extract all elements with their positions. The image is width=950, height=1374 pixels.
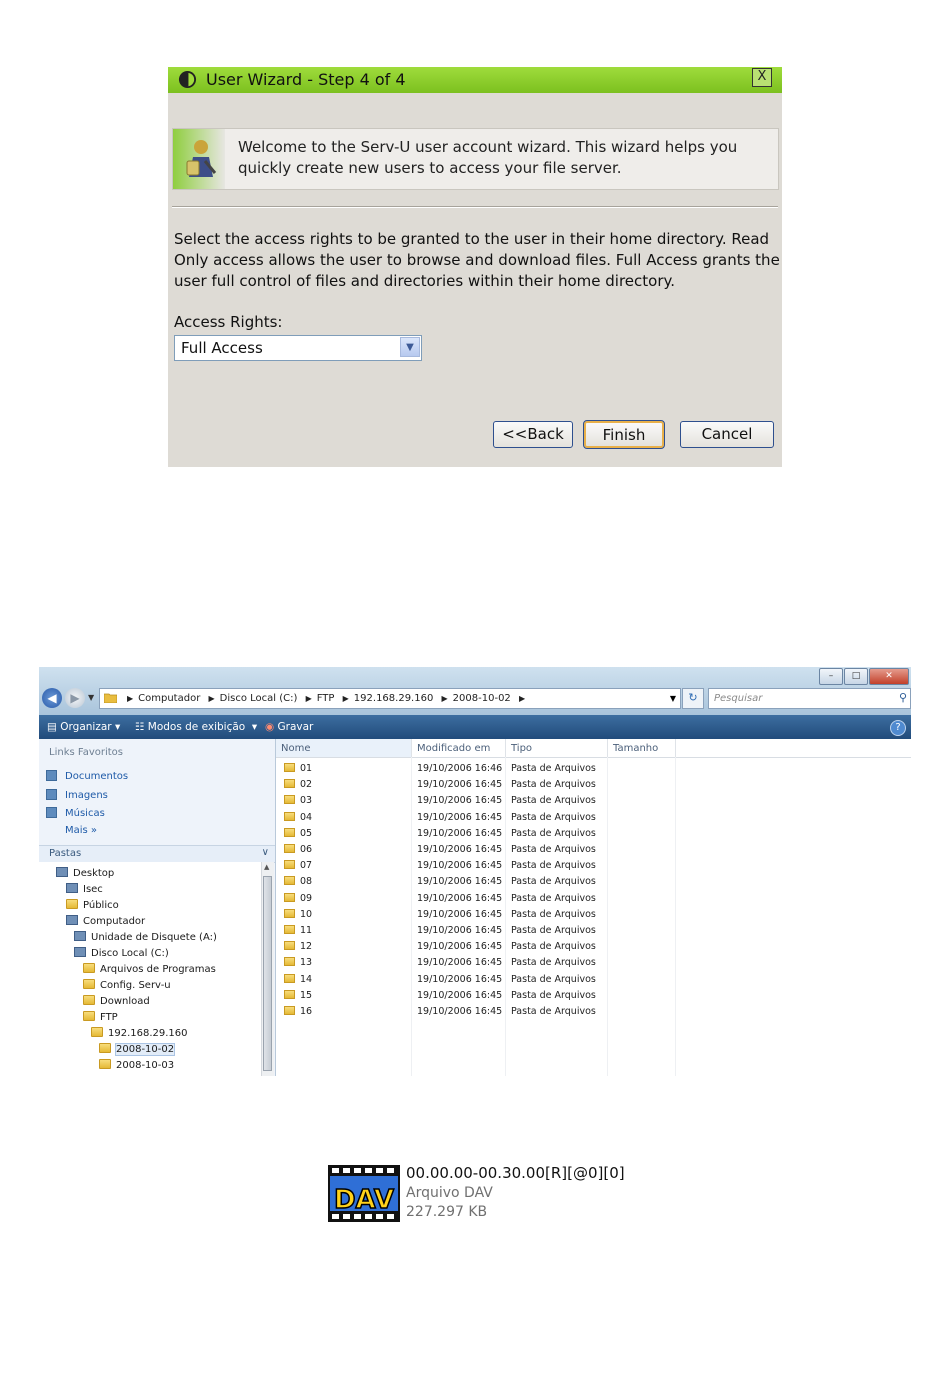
file-name-cell: 15	[284, 988, 312, 1004]
file-name-cell: 11	[284, 923, 312, 939]
breadcrumb-separator-icon: ▶	[127, 694, 134, 703]
user-wizard-dialog	[168, 67, 782, 467]
folder-icon	[83, 979, 95, 989]
type-cell: Pasta de Arquivos	[511, 763, 596, 774]
access-rights-label: Access Rights:	[174, 313, 283, 331]
crumb-local-disk[interactable]: Disco Local (C:)	[219, 693, 298, 704]
floppy-drive-icon	[74, 931, 86, 941]
favorite-pictures[interactable]: Imagens	[46, 789, 108, 801]
divider	[172, 206, 778, 208]
tree-item-download[interactable]: Download	[83, 995, 150, 1007]
modified-cell: 19/10/2006 16:45	[417, 925, 503, 936]
burn-button[interactable]: ◉ Gravar	[265, 721, 314, 733]
help-icon[interactable]: ?	[890, 720, 906, 736]
folder-icon	[66, 899, 78, 909]
back-button[interactable]: <<Back	[493, 421, 573, 448]
folder-icon	[284, 957, 295, 966]
folder-icon	[83, 1011, 95, 1021]
folder-tree	[39, 862, 261, 1076]
column-header-size[interactable]: Tamanho	[608, 739, 676, 757]
type-cell: Pasta de Arquivos	[511, 795, 596, 807]
tree-item-2008-10-02[interactable]: 2008-10-02	[99, 1043, 174, 1055]
tree-item-isec[interactable]: Isec	[66, 883, 103, 895]
file-name-cell: 13	[284, 955, 312, 971]
modified-cell: 19/10/2006 16:45	[417, 795, 503, 807]
tree-item-ip-folder[interactable]: 192.168.29.160	[91, 1027, 188, 1039]
chevron-down-icon[interactable]: ▼	[400, 337, 420, 357]
file-name-cell: 04	[284, 810, 312, 826]
folder-icon	[284, 1006, 295, 1015]
hard-drive-icon	[74, 947, 86, 957]
minimize-button[interactable]: –	[819, 668, 843, 685]
tree-item-desktop[interactable]: Desktop	[56, 867, 114, 879]
folder-icon	[91, 1027, 103, 1037]
file-list-pane	[276, 739, 911, 1076]
folder-icon	[284, 844, 295, 853]
tree-item-floppy[interactable]: Unidade de Disquete (A:)	[74, 931, 217, 943]
folder-icon	[99, 1043, 111, 1053]
table-row[interactable]	[276, 988, 911, 1004]
type-cell: Pasta de Arquivos	[511, 908, 596, 920]
folder-icon	[284, 779, 295, 788]
type-cell: Pasta de Arquivos	[511, 892, 596, 904]
table-row[interactable]	[276, 1004, 911, 1020]
table-row[interactable]	[276, 793, 911, 809]
folder-icon	[99, 1059, 111, 1069]
column-header-type[interactable]: Tipo	[506, 739, 608, 757]
modified-cell: 19/10/2006 16:46	[417, 763, 503, 774]
forward-arrow-icon[interactable]: ▶	[65, 688, 85, 708]
breadcrumb-separator-icon: ▶	[305, 694, 312, 703]
access-rights-description: Select the access rights to be granted to the user in their home directory. Read Only access allows the user to browse and download files. Full Access grants the user full control of files and directories within their home directory.	[174, 230, 780, 290]
column-header-modified[interactable]: Modificado em	[412, 739, 506, 757]
breadcrumb-separator-icon: ▶	[208, 694, 215, 703]
file-name-cell: 12	[284, 939, 312, 955]
table-row[interactable]	[276, 923, 911, 939]
folder-icon	[104, 692, 117, 703]
table-row[interactable]	[276, 972, 911, 988]
folder-icon	[284, 876, 295, 885]
type-cell: Pasta de Arquivos	[511, 925, 596, 936]
views-button[interactable]: ☷ Modos de exibição ▾	[135, 721, 258, 733]
wizard-title-bar	[168, 67, 782, 93]
type-cell: Pasta de Arquivos	[511, 941, 596, 953]
file-name-cell: 08	[284, 874, 312, 890]
type-cell: Pasta de Arquivos	[511, 957, 596, 969]
user-wizard-icon	[183, 137, 217, 181]
type-cell: Pasta de Arquivos	[511, 827, 596, 839]
modified-cell: 19/10/2006 16:45	[417, 1006, 503, 1017]
explorer-chrome	[39, 667, 911, 715]
type-cell: Pasta de Arquivos	[511, 876, 596, 888]
search-icon[interactable]: ⚲	[898, 691, 907, 704]
address-dropdown-icon[interactable]: ▼	[669, 694, 676, 703]
table-row[interactable]	[276, 777, 911, 793]
crumb-date[interactable]: 2008-10-02	[452, 693, 511, 704]
type-cell: Pasta de Arquivos	[511, 811, 596, 823]
file-name-cell: 06	[284, 842, 312, 858]
tree-item-serv-u-config[interactable]: Config. Serv-u	[83, 979, 171, 991]
file-name-cell: 09	[284, 891, 312, 907]
favorites-title: Links Favoritos	[49, 747, 124, 758]
tree-item-public[interactable]: Público	[66, 899, 119, 911]
tree-scrollbar[interactable]	[261, 862, 274, 1076]
favorite-music[interactable]: Músicas	[46, 807, 105, 819]
dav-video-file-icon	[328, 1165, 400, 1222]
modified-cell: 19/10/2006 16:45	[417, 908, 503, 920]
folders-header[interactable]	[39, 845, 275, 863]
table-row[interactable]	[276, 891, 911, 907]
computer-icon	[66, 915, 78, 925]
table-row[interactable]	[276, 939, 911, 955]
tree-item-computer[interactable]: Computador	[66, 915, 145, 927]
folder-icon	[284, 990, 295, 999]
table-row[interactable]	[276, 761, 911, 777]
pictures-icon	[46, 789, 57, 800]
folder-icon	[284, 828, 295, 837]
scrollbar-thumb[interactable]	[263, 876, 272, 1071]
table-row[interactable]	[276, 874, 911, 890]
modified-cell: 19/10/2006 16:45	[417, 844, 503, 855]
type-cell: Pasta de Arquivos	[511, 1006, 596, 1017]
address-bar[interactable]	[99, 688, 681, 709]
modified-cell: 19/10/2006 16:45	[417, 860, 503, 872]
crumb-computer[interactable]: Computador	[138, 693, 201, 704]
folders-title: Pastas	[49, 848, 82, 859]
table-row[interactable]	[276, 955, 911, 971]
table-row[interactable]	[276, 907, 911, 923]
cancel-button[interactable]: Cancel	[680, 421, 774, 448]
folder-icon	[284, 909, 295, 918]
folder-icon	[284, 795, 295, 804]
breadcrumb-separator-icon: ▶	[441, 694, 448, 703]
search-placeholder: Pesquisar	[714, 693, 763, 704]
modified-cell: 19/10/2006 16:45	[417, 876, 503, 888]
type-cell: Pasta de Arquivos	[511, 989, 596, 1001]
window-close-button[interactable]: ✕	[869, 668, 909, 685]
table-row[interactable]	[276, 842, 911, 858]
scroll-up-icon[interactable]: ▲	[264, 863, 270, 871]
crumb-ftp[interactable]: FTP	[316, 693, 335, 704]
command-toolbar	[39, 715, 911, 739]
wizard-title: User Wizard - Step 4 of 4	[206, 70, 406, 89]
wizard-banner	[172, 128, 779, 190]
table-row[interactable]	[276, 826, 911, 842]
folder-icon	[284, 812, 295, 821]
column-header-name[interactable]: Nome	[276, 739, 412, 757]
file-name: 00.00.00-00.30.00[R][@0][0]	[406, 1164, 625, 1182]
close-button[interactable]: X	[752, 68, 772, 87]
desktop-icon	[56, 867, 68, 877]
user-folder-icon	[66, 883, 78, 893]
more-favorites-link[interactable]: Mais »	[65, 825, 98, 836]
modified-cell: 19/10/2006 16:45	[417, 827, 503, 839]
dav-file-item[interactable]	[328, 1162, 648, 1224]
crumb-ip[interactable]: 192.168.29.160	[353, 693, 434, 704]
file-name-cell: 01	[284, 761, 312, 777]
modified-cell: 19/10/2006 16:45	[417, 941, 503, 953]
table-row[interactable]	[276, 810, 911, 826]
history-dropdown-icon[interactable]: ▼	[88, 693, 95, 702]
file-name-cell: 03	[284, 793, 312, 809]
back-arrow-icon[interactable]: ◀	[42, 688, 62, 708]
banner-text: Welcome to the Serv-U user account wizard. This wizard helps you quickly create new users to access your file server.	[238, 138, 738, 177]
file-size: 227.297 KB	[406, 1204, 488, 1220]
refresh-icon[interactable]: ↻	[682, 688, 704, 709]
music-icon	[46, 807, 57, 818]
file-type: Arquivo DAV	[406, 1185, 493, 1201]
breadcrumb	[122, 689, 530, 708]
type-cell: Pasta de Arquivos	[511, 844, 596, 855]
file-name-cell: 16	[284, 1004, 312, 1020]
chevron-down-icon[interactable]: ∨	[261, 847, 269, 858]
dav-icon-text: DAV	[333, 1185, 395, 1215]
folder-icon	[284, 860, 295, 869]
finish-button[interactable]: Finish	[584, 421, 664, 448]
file-name-cell: 07	[284, 858, 312, 874]
folder-icon	[284, 974, 295, 983]
tree-item-2008-10-03[interactable]: 2008-10-03	[99, 1059, 174, 1071]
breadcrumb-separator-icon: ▶	[518, 694, 526, 703]
type-cell: Pasta de Arquivos	[511, 860, 596, 872]
file-name-cell: 02	[284, 777, 312, 793]
documents-icon	[46, 770, 57, 781]
folder-icon	[284, 893, 295, 902]
file-name-cell: 14	[284, 972, 312, 988]
folder-icon	[284, 925, 295, 934]
type-cell: Pasta de Arquivos	[511, 973, 596, 985]
serv-u-logo-icon	[178, 70, 197, 89]
modified-cell: 19/10/2006 16:45	[417, 989, 503, 1001]
folder-icon	[83, 995, 95, 1005]
tree-item-program-files[interactable]: Arquivos de Programas	[83, 963, 216, 975]
favorite-documents[interactable]: Documentos	[46, 770, 128, 782]
navigation-pane	[39, 739, 276, 1076]
search-input[interactable]	[708, 688, 911, 709]
file-name-cell: 10	[284, 907, 312, 923]
modified-cell: 19/10/2006 16:45	[417, 973, 503, 985]
tree-item-local-disk[interactable]: Disco Local (C:)	[74, 947, 169, 959]
modified-cell: 19/10/2006 16:45	[417, 957, 503, 969]
column-headers	[276, 739, 911, 758]
table-row[interactable]	[276, 858, 911, 874]
organize-button[interactable]: ▤ Organizar ▾	[47, 721, 121, 733]
folder-icon	[284, 763, 295, 772]
file-name-cell: 05	[284, 826, 312, 842]
folder-icon	[284, 941, 295, 950]
access-rights-select[interactable]	[174, 335, 422, 361]
modified-cell: 19/10/2006 16:45	[417, 892, 503, 904]
tree-item-ftp[interactable]: FTP	[83, 1011, 118, 1023]
maximize-button[interactable]: □	[844, 668, 868, 685]
modified-cell: 19/10/2006 16:45	[417, 811, 503, 823]
breadcrumb-separator-icon: ▶	[342, 694, 349, 703]
access-rights-value: Full Access	[181, 339, 263, 357]
folder-icon	[83, 963, 95, 973]
type-cell: Pasta de Arquivos	[511, 779, 596, 791]
burn-disc-icon: ◉	[265, 721, 275, 733]
file-explorer-window	[39, 667, 911, 1076]
modified-cell: 19/10/2006 16:45	[417, 779, 503, 791]
